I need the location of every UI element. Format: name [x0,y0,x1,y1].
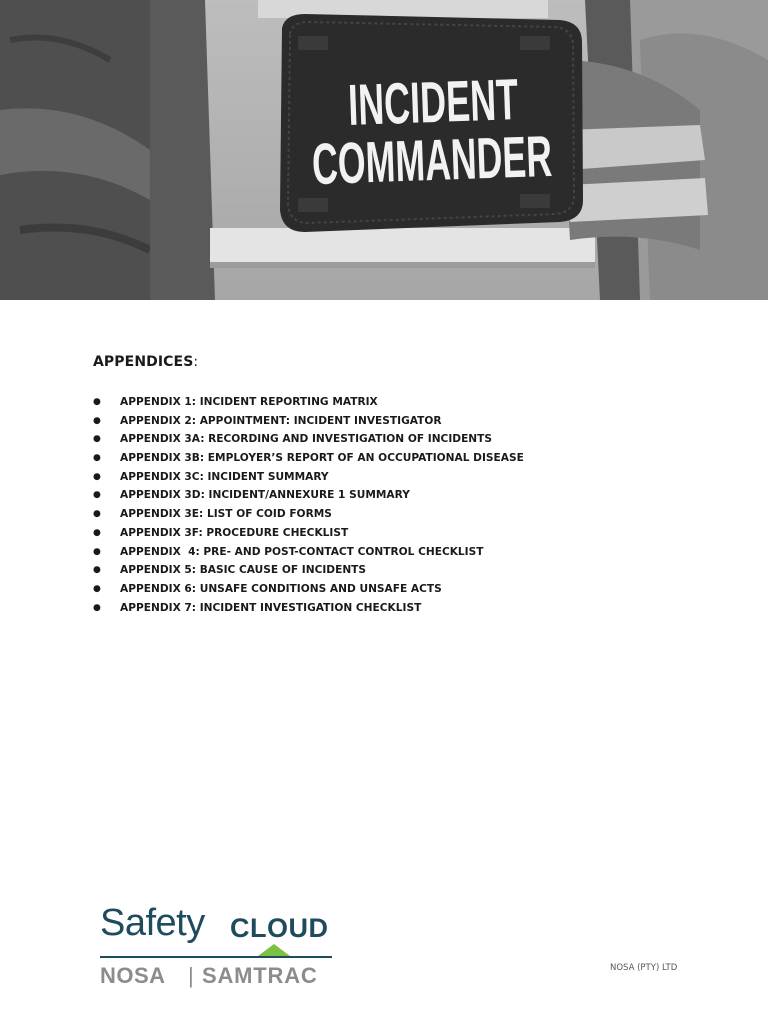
list-item [93,524,713,543]
patch-line-commander: COMMANDER [310,118,703,198]
patch-line-incident: INCIDENT [347,63,623,138]
list-item [93,599,713,618]
appendices-list [93,393,713,617]
bullet-icon: ● [93,583,101,594]
bullet-icon: ● [93,565,101,576]
bullet-icon: ● [93,527,101,538]
list-item-label: APPENDIX 3F: PROCEDURE CHECKLIST [120,526,349,539]
list-item [93,486,713,505]
list-item [93,468,713,487]
logo-samtrac-text: SAMTRAC [202,963,318,988]
logo-cloud-text: CLOUD [230,913,329,943]
logo-separator: | [188,963,194,988]
bullet-icon: ● [93,546,101,557]
list-item-label: APPENDIX 3D: INCIDENT/ANNEXURE 1 SUMMARY [120,489,410,502]
list-item [93,393,713,412]
appendices-heading-text: APPENDICES [93,354,194,370]
list-item [93,449,713,468]
company-name: NOSA (PTY) LTD [610,963,678,973]
bullet-icon: ● [93,602,101,613]
list-item-label: APPENDIX 7: INCIDENT INVESTIGATION CHECKLIST [120,601,422,614]
list-item-label: APPENDIX 3A: RECORDING AND INVESTIGATION OF INCIDENTS [120,433,493,446]
list-item-label: APPENDIX 6: UNSAFE CONDITIONS AND UNSAFE ACTS [120,582,442,595]
list-item [93,580,713,599]
bullet-icon: ● [93,434,101,445]
list-item-label: APPENDIX 1: INCIDENT REPORTING MATRIX [120,396,378,408]
appendices-section [93,354,713,617]
logo-triangle-icon [258,944,290,956]
appendices-heading [93,354,713,370]
list-item [93,412,713,431]
incident-commander-photo [0,0,768,300]
list-item-label: APPENDIX 3C: INCIDENT SUMMARY [120,470,329,483]
list-item-label: APPENDIX 3E: LIST OF COID FORMS [120,508,332,521]
logo-divider [100,956,332,958]
list-item-label: APPENDIX 2: APPOINTMENT: INCIDENT INVESTIGATOR [120,414,442,427]
logo-nosa-text: NOSA [100,963,166,988]
list-item [93,505,713,524]
list-item-label: APPENDIX 3B: EMPLOYER’S REPORT OF AN OCCUPATIONAL DISEASE [120,452,524,465]
list-item [93,430,713,449]
bullet-icon: ● [93,509,101,520]
list-item [93,561,713,580]
bullet-icon: ● [93,453,101,464]
safetycloud-logo [100,902,340,992]
bullet-icon: ● [93,415,101,426]
list-item [93,543,713,562]
bullet-icon: ● [93,471,101,482]
logo-safety-text: Safety [100,902,205,944]
bullet-icon: ● [93,490,101,501]
appendices-heading-colon: : [193,354,199,370]
header-banner-photo [0,0,768,300]
list-item-label: APPENDIX 5: BASIC CAUSE OF INCIDENTS [120,564,367,577]
list-item-label: APPENDIX 4: PRE- AND POST-CONTACT CONTROL CHECKLIST [120,545,484,558]
bullet-icon: ● [93,397,101,407]
